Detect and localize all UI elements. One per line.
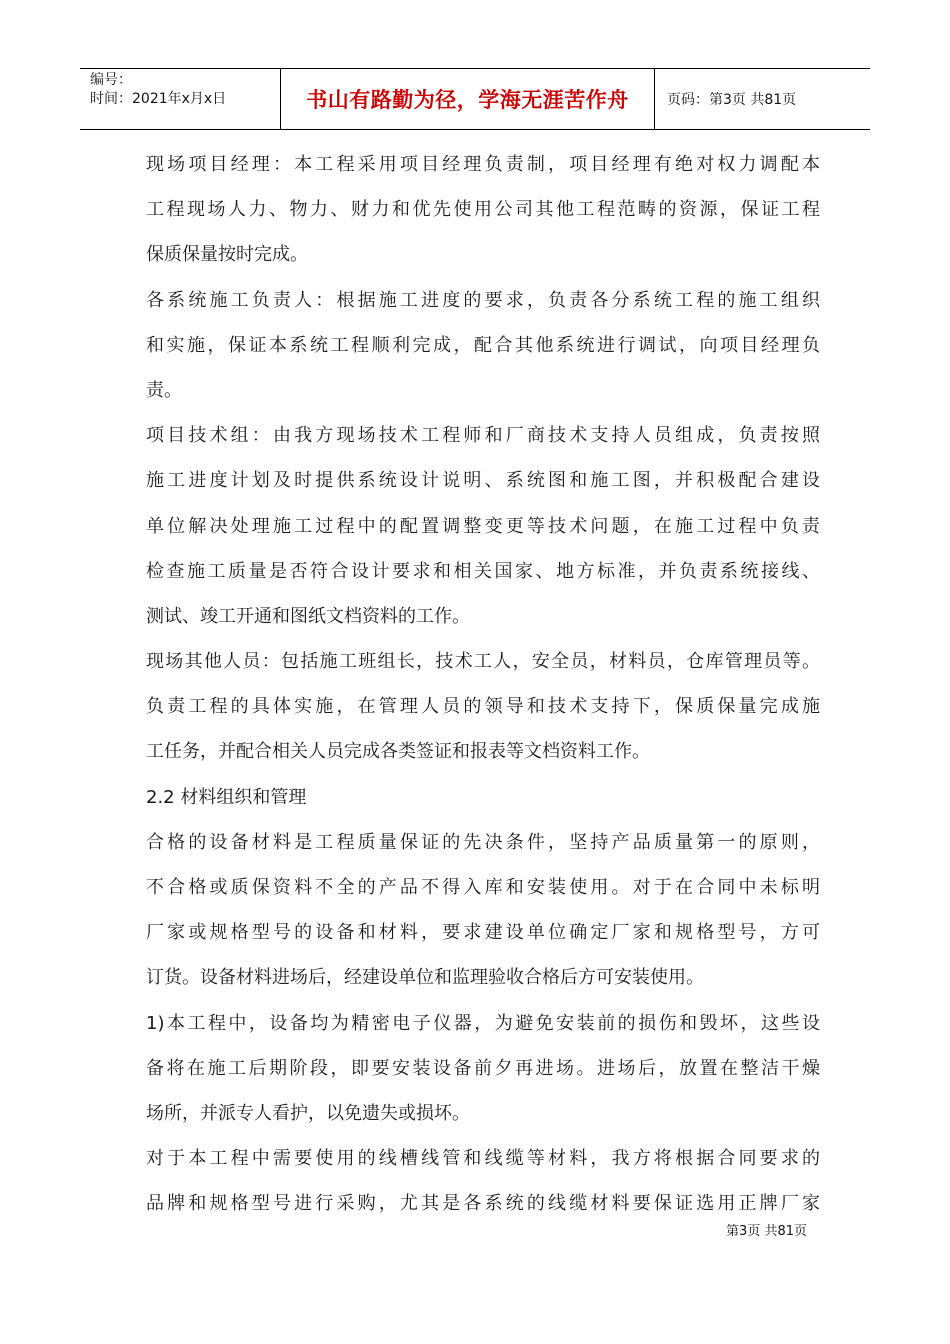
page-footer: 第3页 共81页 — [726, 1224, 807, 1239]
body-line: 保质保量按时完成。 — [146, 244, 308, 266]
body-line: 厂家或规格型号的设备和材料，要求建设单位确定厂家和规格型号，方可 — [146, 922, 820, 944]
header-page-info: 页码：第3页 共81页 — [667, 92, 797, 108]
body-line: 现场其他人员：包括施工班组长，技术工人，安全员，材料员，仓库管理员等。 — [146, 651, 820, 673]
body-line: 订货。设备材料进场后，经建设单位和监理验收合格后方可安装使用。 — [146, 967, 704, 989]
body-line: 不合格或质保资料不全的产品不得入库和安装使用。对于在合同中未标明 — [146, 877, 820, 898]
body-line: 工任务，并配合相关人员完成各类签证和报表等文档资料工作。 — [146, 741, 650, 763]
body-line: 1)本工程中，设备均为精密电子仪器，为避免安装前的损伤和毁坏，这些设 — [146, 1012, 820, 1034]
document-number-label: 编号： — [90, 72, 132, 88]
body-line: 各系统施工负责人：根据施工进度的要求，负责各分系统工程的施工组织 — [146, 289, 820, 311]
body-line: 施工进度计划及时提供系统设计说明、系统图和施工图，并积极配合建设 — [146, 470, 820, 492]
body-line: 负责工程的具体实施，在管理人员的领导和技术支持下，保质保量完成施 — [146, 696, 820, 718]
body-line: 现场项目经理：本工程采用项目经理负责制，项目经理有绝对权力调配本 — [146, 154, 820, 175]
body-line: 合格的设备材料是工程质量保证的先决条件，坚持产品质量第一的原则， — [146, 831, 820, 853]
body-line: 对于本工程中需要使用的线槽线管和线缆等材料，我方将根据合同要求的 — [146, 1148, 820, 1170]
header-motto: 书山有路勤为径，学海无涯苦作舟 — [281, 69, 655, 129]
body-line: 备将在施工后期阶段，即要安装设备前夕再进场。进场后，放置在整洁干燥 — [146, 1057, 820, 1079]
body-line: 和实施，保证本系统工程顺利完成，配合其他系统进行调试，向项目经理负 — [146, 334, 820, 356]
body-line: 责。 — [146, 379, 182, 401]
document-time: 时间：2021年x月x日 — [90, 91, 227, 107]
page-header — [80, 68, 870, 130]
header-meta — [80, 69, 281, 129]
body-line: 品牌和规格型号进行采购，尤其是各系统的线缆材料要保证选用正牌厂家 — [146, 1193, 820, 1215]
section-heading: 2.2 材料组织和管理 — [146, 786, 307, 808]
body-line: 单位解决处理施工过程中的配置调整变更等技术问题，在施工过程中负责 — [146, 515, 820, 537]
body-line: 工程现场人力、物力、财力和优先使用公司其他工程范畴的资源，保证工程 — [146, 199, 820, 221]
body-line: 测试、竣工开通和图纸文档资料的工作。 — [146, 605, 470, 627]
body-line: 检查施工质量是否符合设计要求和相关国家、地方标准，并负责系统接线、 — [146, 560, 820, 582]
document-body — [146, 142, 820, 1227]
body-line: 项目技术组：由我方现场技术工程师和厂商技术支持人员组成，负责按照 — [146, 425, 820, 447]
body-line: 场所，并派专人看护，以免遗失或损坏。 — [146, 1102, 470, 1124]
